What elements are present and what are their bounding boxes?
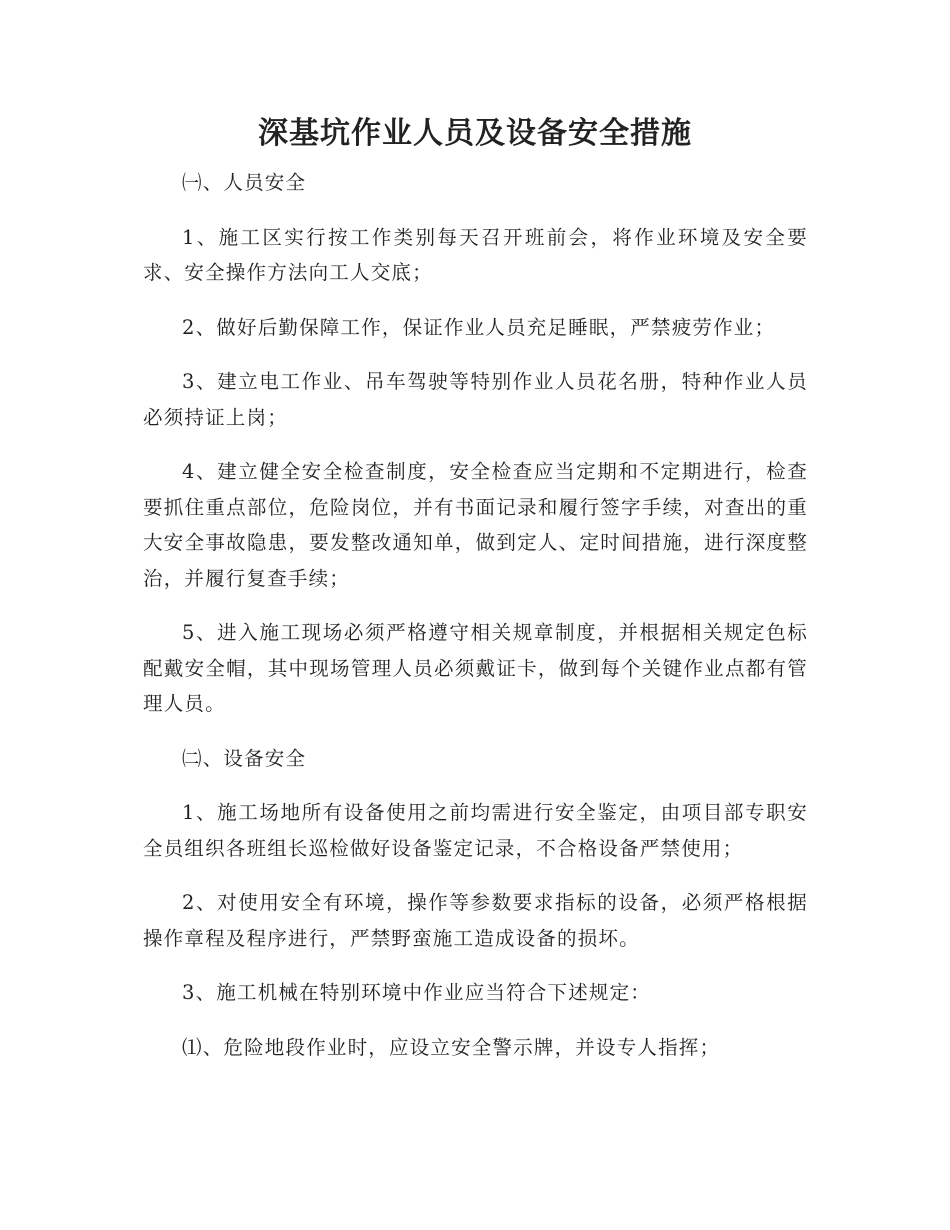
paragraph-equipment-2: 2、对使用安全有环境，操作等参数要求指标的设备，必须严格根据操作章程及程序进行，严禁野蛮施工造成设备的损坏。: [143, 891, 808, 950]
section-heading-equipment-safety: ㈡、设备安全: [182, 746, 307, 770]
section-heading-personnel-safety: ㈠、人员安全: [182, 171, 307, 194]
page-title: 深基坑作业人员及设备安全措施: [258, 116, 692, 151]
paragraph-equipment-1: 1、施工场地所有设备使用之前均需进行安全鉴定，由项目部专职安全员组织各班组长巡检做好设备鉴定记录，不合格设备严禁使用；: [143, 801, 808, 860]
document-body: [143, 165, 808, 1084]
paragraph-equipment-3: 3、施工机械在特别环境中作业应当符合下述规定：: [182, 981, 652, 1004]
paragraph-personnel-1: 1、施工区实行按工作类别每天召开班前会，将作业环境及安全要求、安全操作方法向工人交底；: [143, 225, 808, 284]
paragraph-personnel-5: 5、进入施工现场必须严格遵守相关规章制度，并根据相关规定色标配戴安全帽，其中现场管理人员必须戴证卡，做到每个关键作业点都有管理人员。: [143, 621, 808, 715]
paragraph-personnel-2: 2、做好后勤保障工作，保证作业人员充足睡眠，严禁疲劳作业；: [182, 315, 776, 339]
paragraph-personnel-3: 3、建立电工作业、吊车驾驶等特别作业人员花名册，特种作业人员必须持证上岗；: [143, 370, 808, 429]
paragraph-personnel-4: 4、建立健全安全检查制度，安全检查应当定期和不定期进行，检查要抓住重点部位，危险岗位，并有书面记录和履行签字手续，对查出的重大安全事故隐患，要发整改通知单，做到定人、定时间措施，进行深度整治，并履行复查手续；: [143, 460, 808, 590]
paragraph-equipment-3-1: ⑴、危险地段作业时，应设立安全警示牌，并设专人指挥；: [182, 1035, 721, 1059]
